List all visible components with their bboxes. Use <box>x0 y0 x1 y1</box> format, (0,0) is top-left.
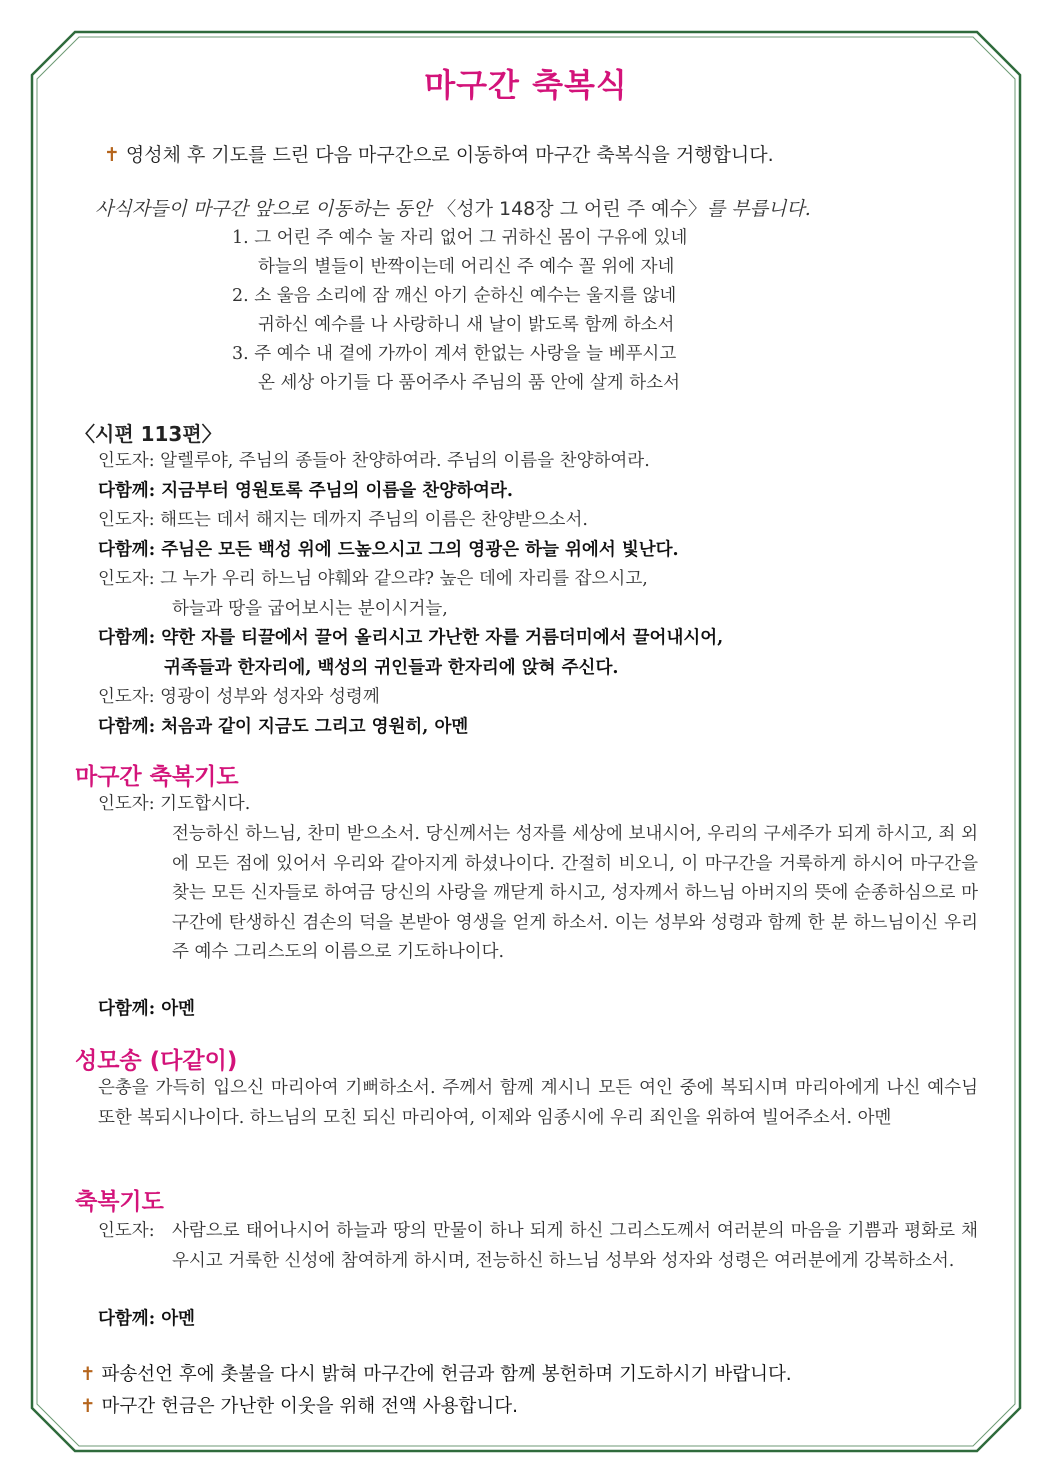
psalm-lines <box>98 447 723 742</box>
hail-mary-body: 은총을 가득히 입으신 마리아여 기뻐하소서. 주께서 함께 계시니 모든 여인 중에 복되시며 마리아에게 나신 예수님 또한 복되시나이다. 하느님의 모친 되신 마리아여, 이제와 임종시에 우리 죄인을 위하여 빌어주소서. 아멘 <box>98 1078 978 1128</box>
hymn-verses <box>232 224 687 398</box>
verse-line: 2. 소 울음 소리에 잠 깨신 아기 순하신 예수는 울지를 않네 <box>232 286 677 306</box>
section-title-hail-mary: 성모송 (다같이) <box>75 1048 238 1074</box>
song-title: 〈성가 148장 그 어린 주 예수〉 <box>437 198 707 220</box>
psalm-line-all: 다함께: 처음과 같이 지금도 그리고 영원히, 아멘 <box>98 716 469 737</box>
psalm-line-leader: 인도자: 그 누가 우리 하느님 야훼와 같으랴? 높은 데에 자리를 잡으시고, <box>98 569 648 589</box>
blessing-prayer-response <box>98 995 195 1025</box>
leader-label: 인도자: <box>98 1221 155 1241</box>
final-blessing-response <box>98 1305 195 1335</box>
psalm-line-leader: 인도자: 알렐루야, 주님의 종들아 찬양하여라. 주님의 이름을 찬양하여라. <box>98 451 650 471</box>
psalm-line-leader-cont: 하늘과 땅을 굽어보시는 분이시거늘, <box>172 598 448 619</box>
final-blessing-body: 사람으로 태어나시어 하늘과 땅의 만물이 하나 되게 하신 그리스도께서 여러분의 마음을 기쁨과 평화로 채우시고 거룩한 신성에 참여하게 하시며, 전능하신 하느님 성부와 성자와 성령은 여러분에게 강복하소서. <box>172 1221 978 1271</box>
verse-line: 귀하신 예수를 나 사랑하니 새 날이 밝도록 함께 하소서 <box>258 315 675 335</box>
leader-label: 인도자: 기도합시다. <box>98 794 251 814</box>
psalm-line-leader: 인도자: 해뜨는 데서 해지는 데까지 주님의 이름은 찬양받으소서. <box>98 510 588 530</box>
response-text: 다함께: 아멘 <box>98 999 196 1019</box>
blessing-prayer-leader <box>98 790 250 820</box>
psalm-line-all-cont: 귀족들과 한자리에, 백성의 귀인들과 한자리에 앉혀 주신다. <box>164 657 619 678</box>
page-title: 마구간 축복식 <box>424 66 628 104</box>
footer-note-text: 마구간 헌금은 가난한 이웃을 위해 전액 사용합니다. <box>101 1396 518 1417</box>
footer-note <box>80 1360 792 1386</box>
footer-note-text: 파송선언 후에 촛불을 다시 밝혀 마구간에 헌금과 함께 봉헌하며 기도하시기 바랍니다. <box>101 1364 792 1385</box>
section-title-final-blessing: 축복기도 <box>75 1189 164 1215</box>
song-instruction <box>95 194 811 221</box>
intro-instruction <box>104 140 774 167</box>
psalm-line-all: 다함께: 주님은 모든 백성 위에 드높으시고 그의 영광은 하늘 위에서 빛난다. <box>98 539 679 560</box>
verse-line: 온 세상 아기들 다 품어주사 주님의 품 안에 살게 하소서 <box>258 373 680 393</box>
psalm-line-all: 다함께: 약한 자를 티끌에서 끌어 올리시고 가난한 자를 거름더미에서 끌어내시어, <box>98 628 724 648</box>
intro-text: 영성체 후 기도를 드린 다음 마구간으로 이동하여 마구간 축복식을 거행합니다. <box>125 144 774 166</box>
cross-icon: ✝ <box>104 144 120 166</box>
section-title-blessing-prayer: 마구간 축복기도 <box>75 764 239 790</box>
song-instruction-before: 사식자들이 마구간 앞으로 이동하는 동안 <box>95 198 432 220</box>
blessing-prayer-body: 전능하신 하느님, 찬미 받으소서. 당신께서는 성자를 세상에 보내시어, 우리의 구세주가 되게 하시고, 죄 외에 모든 점에 있어서 우리와 같아지게 하셨나이다. 간절히 비오니, 이 마구간을 거룩하게 하시어 마구간을 찾는 모든 신자들로 하여금 당신의 사랑을 깨닫게 하시고, 성자께서 하느님 아버지의 뜻에 순종하심으로 마구간에 탄생하신 겸손의 덕을 본받아 영생을 얻게 하소서. 이는 성부와 성령과 함께 한 분 하느님이신 우리 주 예수 그리스도의 이름으로 기도하나이다. <box>172 824 978 962</box>
verse-line: 1. 그 어린 주 예수 눌 자리 없어 그 귀하신 몸이 구유에 있네 <box>232 228 688 248</box>
song-instruction-after: 를 부릅니다. <box>706 198 811 220</box>
final-blessing-leader <box>98 1217 155 1247</box>
response-text: 다함께: 아멘 <box>98 1309 196 1329</box>
verse-line: 하늘의 별들이 반짝이는데 어리신 주 예수 꼴 위에 자네 <box>258 257 675 277</box>
cross-icon: ✝ <box>80 1364 96 1385</box>
psalm-line-leader: 인도자: 영광이 성부와 성자와 성령께 <box>98 687 380 707</box>
verse-line: 3. 주 예수 내 곁에 가까이 계셔 한없는 사랑을 늘 베푸시고 <box>232 344 677 364</box>
psalm-line-all: 다함께: 지금부터 영원토록 주님의 이름을 찬양하여라. <box>98 480 513 501</box>
footer-note <box>80 1392 518 1418</box>
cross-icon: ✝ <box>80 1396 96 1417</box>
psalm-title: 〈시편 113편〉 <box>75 422 222 446</box>
